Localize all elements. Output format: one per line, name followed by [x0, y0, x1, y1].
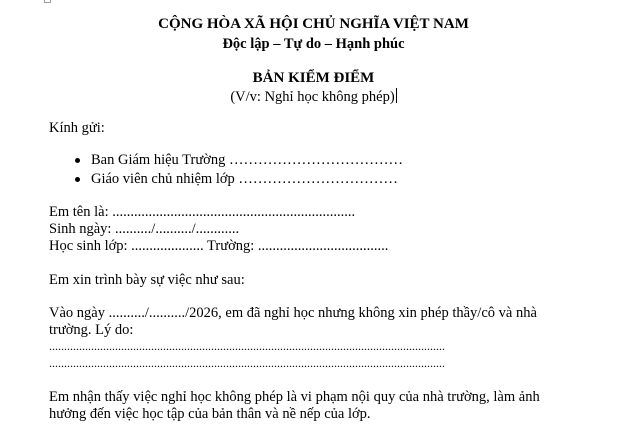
acknowledgement-line-2: hưởng đến việc học tập của bản thân và nề nếp của lớp.: [49, 406, 371, 422]
list-item: [75, 151, 403, 170]
acknowledgement-line-1: Em nhận thấy việc nghỉ học không phép là vi phạm nội quy của nhà trường, làm ảnh: [49, 389, 540, 405]
recipient-list: [75, 151, 403, 189]
document-subject: (V/v: Nghỉ học không phép): [230, 89, 395, 105]
reason-dotted-line-2: ....................................................................................................................................: [49, 356, 445, 370]
recipient-school: Ban Giám hiệu Trường ………………………………: [91, 152, 403, 168]
document-subject-line: [0, 88, 627, 106]
incident-line-2: trường. Lý do:: [49, 322, 134, 338]
page-corner-marker: [44, 0, 51, 3]
incident-line-1: Vào ngày ........../........../2026, em đã nghỉ học nhưng không xin phép thầy/cô và nhà: [49, 305, 537, 321]
list-item: [75, 170, 403, 189]
reason-dotted-line-1: ....................................................................................................................................: [49, 339, 445, 353]
motto: Độc lập – Tự do – Hạnh phúc: [222, 36, 405, 52]
recipient-teacher: Giáo viên chủ nhiệm lớp ……………………………: [91, 171, 398, 187]
presentation-intro: Em xin trình bày sự việc như sau:: [49, 272, 245, 288]
bullet-icon: [75, 158, 80, 163]
national-title: CỘNG HÒA XÃ HỘI CHỦ NGHĨA VIỆT NAM: [158, 16, 469, 32]
greeting: Kính gửi:: [49, 120, 105, 136]
text-cursor: [396, 88, 397, 103]
student-name-line: Em tên là: ...................................................................: [49, 204, 356, 220]
student-birth-line: Sinh ngày: ........../........../............: [49, 221, 240, 237]
document-title: BẢN KIỂM ĐIỂM: [252, 70, 375, 86]
student-class-line: Học sinh lớp: .................... Trường: ....................................: [49, 238, 389, 254]
bullet-icon: [75, 177, 80, 182]
